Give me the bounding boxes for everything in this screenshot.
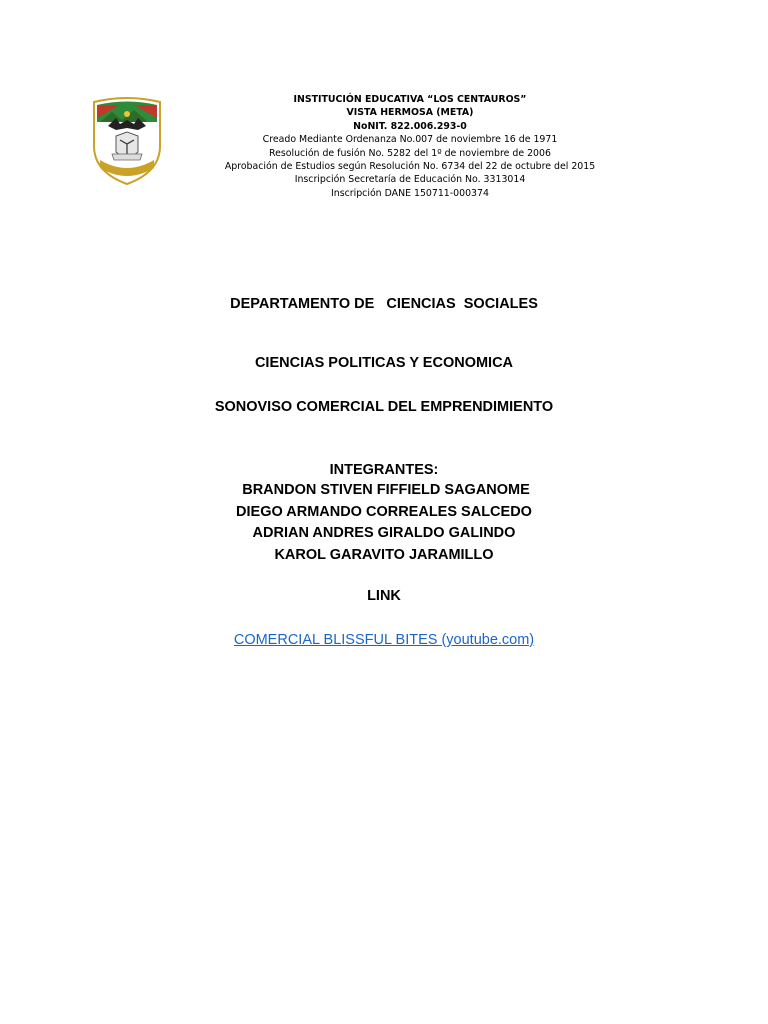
video-link-row <box>0 632 768 648</box>
institution-crest-logo <box>90 96 164 186</box>
member-name: BRANDON STIVEN FIFFIELD SAGANOME <box>238 482 530 498</box>
studies-approval: Aprobación de Estudios según Resolución No. 6734 del 22 de octubre del 2015 <box>224 161 596 173</box>
institution-nit: NoNIT. 822.006.293-0 <box>353 120 467 132</box>
link-heading: LINK <box>367 588 401 604</box>
member-name: ADRIAN ANDRES GIRALDO GALINDO <box>252 525 516 542</box>
members-heading: INTEGRANTES: <box>329 462 439 478</box>
dane-registration: Inscripción DANE 150711-000374 <box>331 187 489 199</box>
fusion-resolution: Resolución de fusión No. 5282 del 1º de noviembre de 2006 <box>269 147 551 159</box>
institution-location: VISTA HERMOSA (META) <box>346 107 474 119</box>
institution-header <box>200 93 620 200</box>
project-title: SONOVISO COMERCIAL DEL EMPRENDIMIENTO <box>214 399 554 415</box>
institution-name: INSTITUCIÓN EDUCATIVA “LOS CENTAUROS” <box>293 94 527 105</box>
creation-decree: Creado Mediante Ordenanza No.007 de noviembre 16 de 1971 <box>262 134 558 146</box>
department-title: DEPARTAMENTO DE CIENCIAS SOCIALES <box>230 296 538 312</box>
members-list <box>0 480 768 566</box>
member-name: KAROL GARAVITO JARAMILLO <box>274 546 494 563</box>
secretaria-registration: Inscripción Secretaría de Educación No. 3313014 <box>294 174 526 186</box>
subject-title: CIENCIAS POLITICAS Y ECONOMICA <box>254 355 514 371</box>
member-name: DIEGO ARMANDO CORREALES SALCEDO <box>236 503 532 520</box>
youtube-video-link[interactable]: COMERCIAL BLISSFUL BITES (youtube.com) <box>233 632 535 648</box>
